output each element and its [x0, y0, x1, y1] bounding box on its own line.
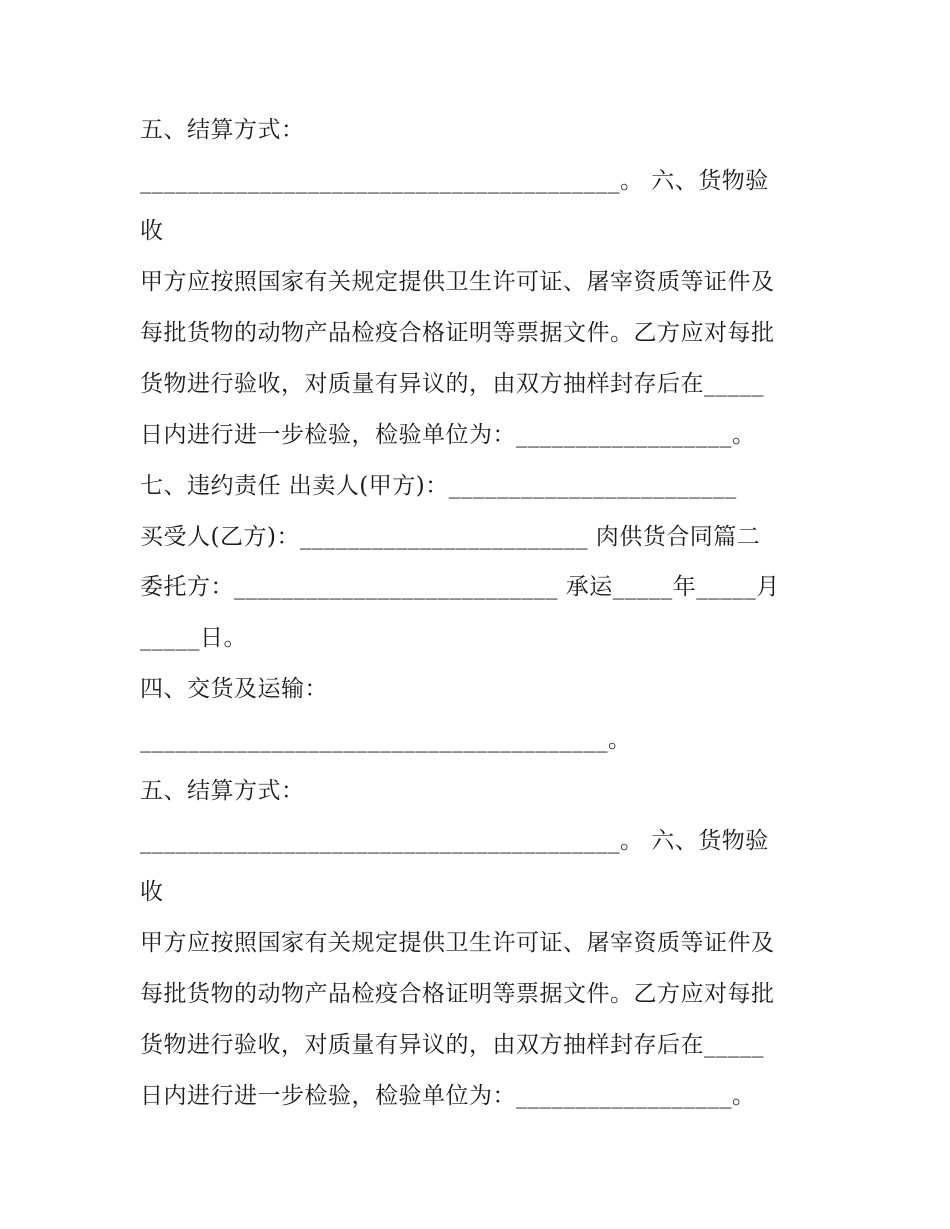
- text-line: 日内进行进一步检验，检验单位为：__________________。: [140, 1083, 756, 1109]
- delivery-blank-line: _______________________________________。: [140, 727, 632, 753]
- section-heading-settlement: 五、结算方式：: [140, 117, 305, 143]
- text-line: 货物进行验收，对质量有异议的，由双方抽样封存后在_____: [140, 1032, 764, 1058]
- section-heading-liability: 七、违约责任 出卖人(甲方)：________________________: [140, 473, 737, 499]
- text-line: 甲方应按照国家有关规定提供卫生许可证、屠宰资质等证件及: [140, 269, 775, 295]
- settlement-blank-line: ________________________________________。 六、货物验: [140, 828, 769, 854]
- settlement-blank-line: ________________________________________。 六、货物验: [140, 168, 769, 194]
- text-line: 货物进行验收，对质量有异议的，由双方抽样封存后在_____: [140, 371, 764, 397]
- text-line: _____日。: [140, 625, 247, 651]
- text-line: 买受人(乙方)：________________________ 肉供货合同篇二: [140, 524, 761, 550]
- text-line: 收: [140, 218, 164, 244]
- text-line: 每批货物的动物产品检疫合格证明等票据文件。乙方应对每批: [140, 981, 775, 1007]
- section-heading-delivery: 四、交货及运输：: [140, 676, 328, 702]
- text-line: 委托方：___________________________ 承运_____年_____月: [140, 574, 780, 600]
- text-line: 收: [140, 879, 164, 905]
- text-line: 每批货物的动物产品检疫合格证明等票据文件。乙方应对每批: [140, 320, 775, 346]
- section-heading-settlement: 五、结算方式：: [140, 778, 305, 804]
- text-line: 甲方应按照国家有关规定提供卫生许可证、屠宰资质等证件及: [140, 930, 775, 956]
- text-line: 日内进行进一步检验，检验单位为：__________________。: [140, 422, 756, 448]
